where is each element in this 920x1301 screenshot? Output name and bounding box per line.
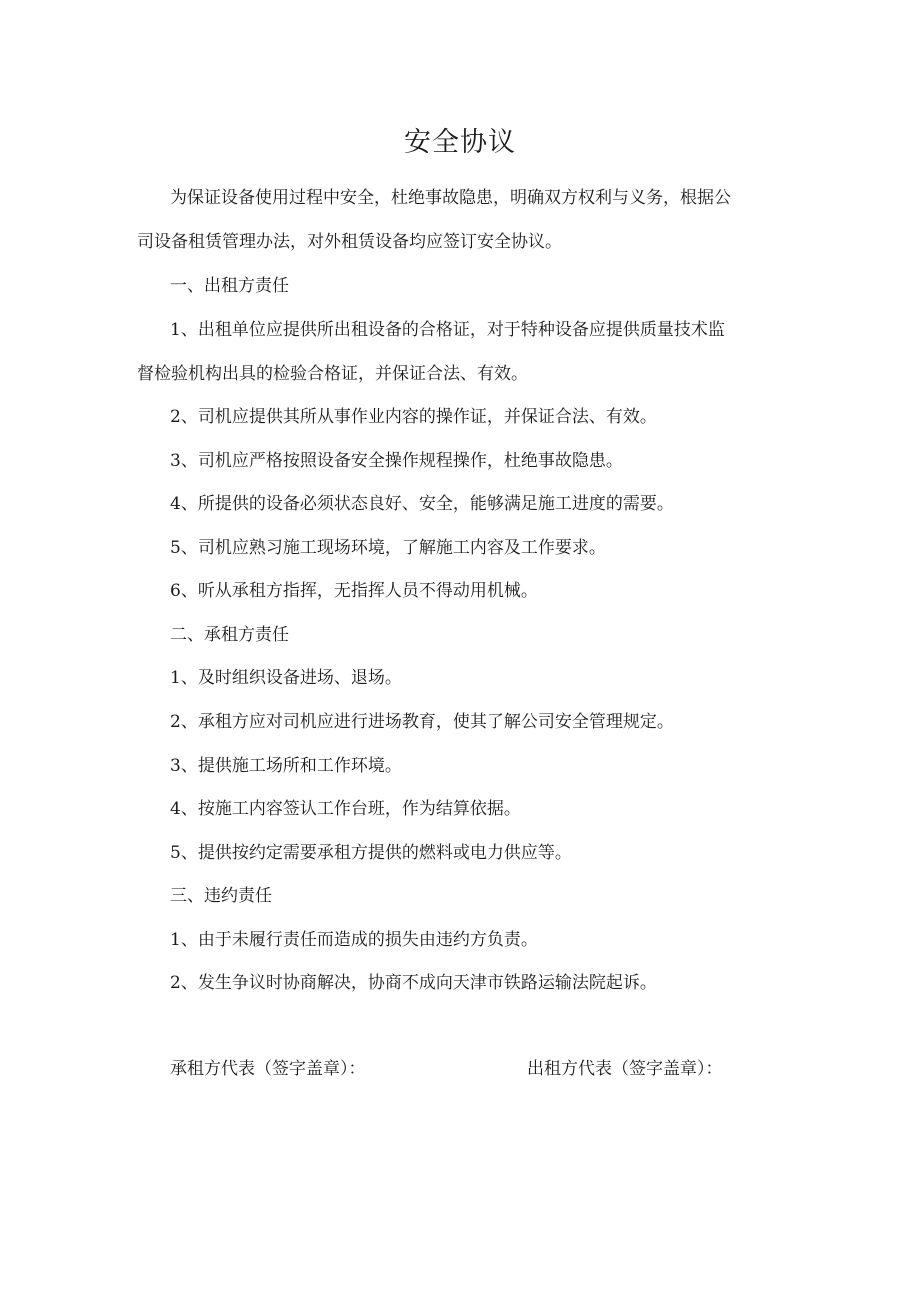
lessee-item-3: 3、提供施工场所和工作环境。 (170, 756, 402, 776)
section-heading-lessor: 一、出租方责任 (170, 276, 289, 296)
intro-paragraph-line-2: 司设备租赁管理办法，对外租赁设备均应签订安全协议。 (137, 232, 562, 252)
lessee-item-4: 4、按施工内容签认工作台班，作为结算依据。 (170, 799, 521, 819)
lessee-item-5: 5、提供按约定需要承租方提供的燃料或电力供应等。 (170, 843, 572, 863)
breach-item-1: 1、由于未履行责任而造成的损失由违约方负责。 (170, 930, 538, 950)
document-title: 安全协议 (404, 127, 516, 158)
lessor-signature-label: 出租方代表（签字盖章）： (527, 1059, 723, 1079)
lessee-item-2: 2、承租方应对司机应进行进场教育，使其了解公司安全管理规定。 (170, 712, 674, 732)
intro-paragraph-line-1: 为保证设备使用过程中安全，杜绝事故隐患，明确双方权利与义务，根据公 (170, 188, 731, 208)
lessee-signature-label: 承租方代表（签字盖章）： (170, 1059, 366, 1079)
lessee-item-1: 1、及时组织设备进场、退场。 (170, 668, 402, 688)
lessor-item-4: 4、所提供的设备必须状态良好、安全，能够满足施工进度的需要。 (170, 494, 674, 514)
breach-item-2: 2、发生争议时协商解决，协商不成向天津市铁路运输法院起诉。 (170, 973, 657, 993)
lessor-item-3: 3、司机应严格按照设备安全操作规程操作，杜绝事故隐患。 (170, 451, 623, 471)
lessor-item-1-line-2: 督检验机构出具的检验合格证，并保证合法、有效。 (137, 364, 528, 384)
section-heading-lessee: 二、承租方责任 (170, 625, 289, 645)
section-heading-breach: 三、违约责任 (170, 886, 272, 906)
lessor-item-6: 6、听从承租方指挥，无指挥人员不得动用机械。 (170, 581, 538, 601)
lessor-item-2: 2、司机应提供其所从事作业内容的操作证，并保证合法、有效。 (170, 407, 657, 427)
lessor-item-1-line-1: 1、出租单位应提供所出租设备的合格证，对于特种设备应提供质量技术监 (170, 320, 725, 340)
lessor-item-5: 5、司机应熟习施工现场环境，了解施工内容及工作要求。 (170, 538, 606, 558)
